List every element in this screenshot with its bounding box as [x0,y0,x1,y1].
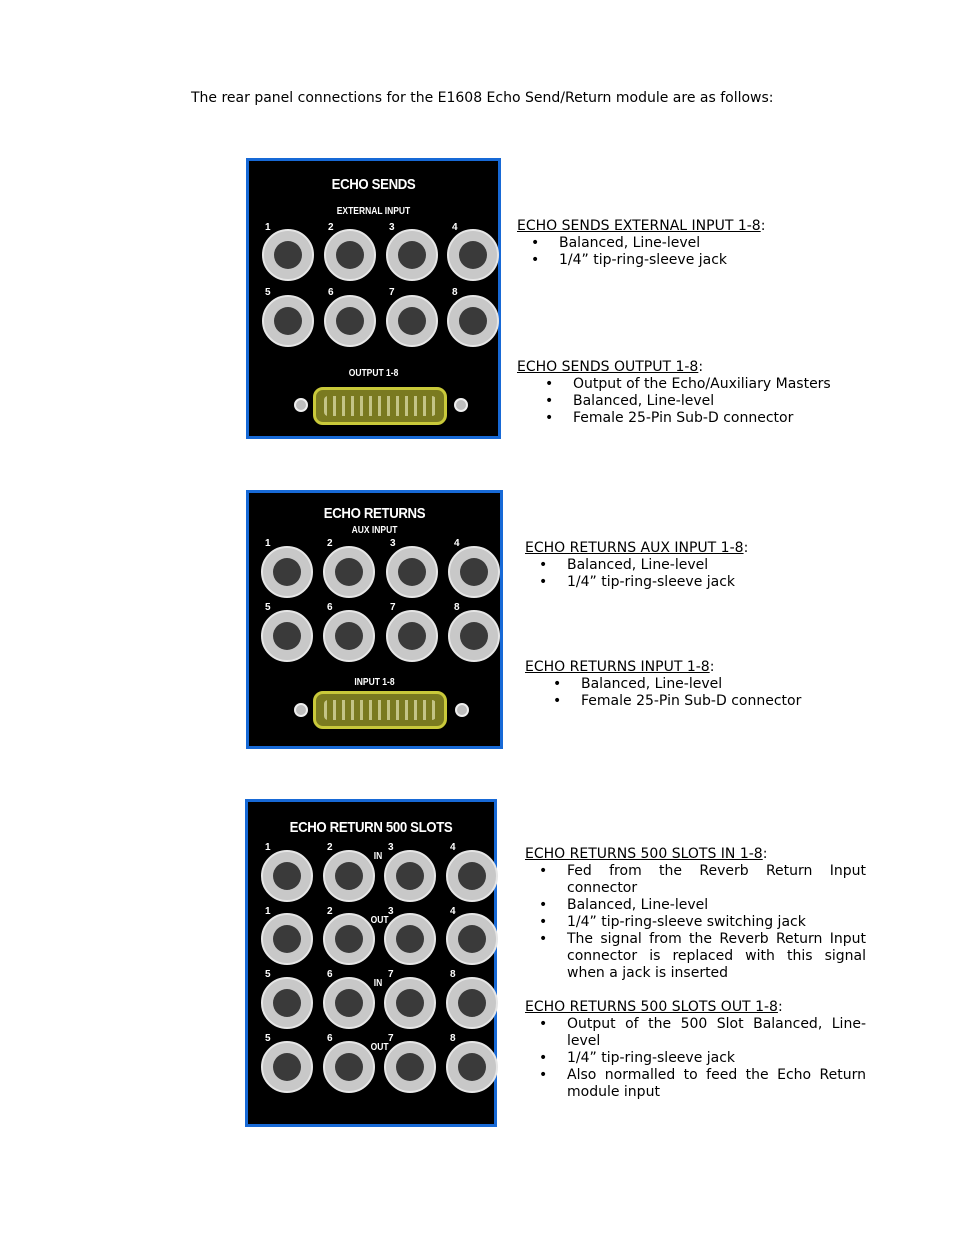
screw-icon [455,703,469,717]
bullet-list [517,376,857,427]
bullet-item: • Balanced, Line-level [581,676,855,693]
jack-socket [448,546,500,598]
jack-number: 2 [327,842,333,853]
jack-socket [262,295,314,347]
jack-socket [261,977,313,1029]
jack-socket [324,229,376,281]
row-label: OUT [370,915,389,926]
jack-number: 5 [265,602,271,613]
jack-socket [446,913,498,965]
jack-number: 3 [388,906,394,917]
desc-echo-sends-input: ECHO SENDS EXTERNAL INPUT 1-8: • Balanced, Line-level • 1/4” tip-ring-sleeve jack [517,218,847,269]
jack-number: 1 [265,538,271,549]
jack-number: 3 [388,842,394,853]
bullet-list [525,676,855,710]
jack-number: 6 [327,969,333,980]
jack-socket [323,546,375,598]
bullet-item: • Balanced, Line-level [573,393,857,410]
jack-socket [386,229,438,281]
jack-number: 4 [454,538,460,549]
panel-subtitle: EXTERNAL INPUT [336,206,411,217]
jack-number: 1 [265,906,271,917]
jack-socket [323,850,375,902]
bullet-item: • Fed from the Reverb Return Input connector [567,863,866,897]
jack-socket [446,977,498,1029]
screw-icon [454,398,468,412]
jack-socket [448,610,500,662]
screw-icon [294,398,308,412]
jack-socket [446,850,498,902]
jack-number: 5 [265,287,271,298]
jack-number: 5 [265,969,271,980]
bullet-item: • Balanced, Line-level [567,897,866,914]
jack-socket [384,850,436,902]
jack-socket [324,295,376,347]
jack-socket [384,913,436,965]
jack-number: 5 [265,1033,271,1044]
bullet-list [517,235,847,269]
connector-label: INPUT 1-8 [354,677,395,688]
panel-title: ECHO RETURNS [323,505,426,522]
desc-echo-returns-aux: ECHO RETURNS AUX INPUT 1-8: • Balanced, Line-level • 1/4” tip-ring-sleeve jack [525,540,855,591]
desc-heading: ECHO SENDS EXTERNAL INPUT 1-8 [517,218,761,234]
jack-socket [386,610,438,662]
jack-socket [386,546,438,598]
intro-text: The rear panel connections for the E1608 Echo Send/Return module are as follows: [191,90,774,106]
jack-socket [261,913,313,965]
jack-number: 6 [327,1033,333,1044]
bullet-item: • Balanced, Line-level [567,557,855,574]
jack-number: 7 [390,602,396,613]
jack-socket [323,913,375,965]
bullet-list [525,1016,866,1101]
jack-socket [447,229,499,281]
jack-number: 7 [389,287,395,298]
bullet-list [525,557,855,591]
subd-connector [313,387,447,425]
jack-socket [261,610,313,662]
connector-label: OUTPUT 1-8 [348,368,399,379]
bullet-item: • The signal from the Reverb Return Input connector is replaced with this signal when a jack is inserted [567,931,866,982]
bullet-list [525,863,866,982]
jack-number: 4 [450,906,456,917]
jack-socket [384,1041,436,1093]
screw-icon [294,703,308,717]
jack-number: 6 [327,602,333,613]
bullet-item: • 1/4” tip-ring-sleeve switching jack [567,914,866,931]
panel-title: ECHO RETURN 500 SLOTS [289,819,453,836]
desc-heading: ECHO RETURNS INPUT 1-8 [525,659,710,675]
desc-heading: ECHO RETURNS 500 SLOTS IN 1-8 [525,846,763,862]
jack-number: 8 [450,969,456,980]
jack-socket [261,850,313,902]
desc-heading: ECHO SENDS OUTPUT 1-8 [517,359,699,375]
jack-number: 2 [327,906,333,917]
jack-socket [323,1041,375,1093]
subd-connector [313,691,447,729]
jack-number: 7 [388,1033,394,1044]
panel-title: ECHO SENDS [331,176,416,193]
jack-socket [384,977,436,1029]
bullet-item: • Output of the Echo/Auxiliary Masters [573,376,857,393]
jack-number: 7 [388,969,394,980]
jack-number: 3 [389,222,395,233]
desc-slots-in: ECHO RETURNS 500 SLOTS IN 1-8: • Fed from the Reverb Return Input connector • Balanced, Line-level • 1/4” tip-ring-sleeve switching jack • The signal from the Reverb Return Input connector is replaced with this signal when a jack is inserted [525,846,866,982]
bullet-item: • Female 25-Pin Sub-D connector [581,693,855,710]
jack-socket [446,1041,498,1093]
bullet-item: • Output of the 500 Slot Balanced, Line-level [567,1016,866,1050]
echo-sends-panel [246,158,501,439]
jack-socket [323,610,375,662]
jack-number: 8 [450,1033,456,1044]
bullet-item: • 1/4” tip-ring-sleeve jack [567,574,855,591]
jack-number: 8 [452,287,458,298]
desc-echo-returns-input: ECHO RETURNS INPUT 1-8: • Balanced, Line-level • Female 25-Pin Sub-D connector [525,659,855,710]
jack-number: 1 [265,842,271,853]
jack-socket [261,1041,313,1093]
jack-number: 4 [452,222,458,233]
desc-echo-sends-output: ECHO SENDS OUTPUT 1-8: • Output of the Echo/Auxiliary Masters • Balanced, Line-level • Female 25-Pin Sub-D connector [517,359,857,427]
bullet-item: • 1/4” tip-ring-sleeve jack [559,252,847,269]
echo-returns-panel [246,490,503,749]
desc-slots-out: ECHO RETURNS 500 SLOTS OUT 1-8: • Output of the 500 Slot Balanced, Line-level • 1/4” tip-ring-sleeve jack • Also normalled to feed the Echo Return module input [525,999,866,1101]
bullet-item: • Also normalled to feed the Echo Return module input [567,1067,866,1101]
jack-number: 1 [265,222,271,233]
jack-number: 3 [390,538,396,549]
row-label: IN [373,978,383,989]
jack-number: 2 [328,222,334,233]
jack-number: 6 [328,287,334,298]
jack-socket [262,229,314,281]
jack-socket [447,295,499,347]
row-label: OUT [370,1042,389,1053]
jack-socket [386,295,438,347]
jack-number: 8 [454,602,460,613]
jack-number: 2 [327,538,333,549]
echo-return-500-slots-panel [245,799,497,1127]
desc-heading: ECHO RETURNS AUX INPUT 1-8 [525,540,744,556]
panel-subtitle: AUX INPUT [351,525,398,536]
bullet-item: • 1/4” tip-ring-sleeve jack [567,1050,866,1067]
bullet-item: • Female 25-Pin Sub-D connector [573,410,857,427]
desc-heading: ECHO RETURNS 500 SLOTS OUT 1-8 [525,999,778,1015]
jack-number: 4 [450,842,456,853]
bullet-item: • Balanced, Line-level [559,235,847,252]
jack-socket [323,977,375,1029]
jack-socket [261,546,313,598]
row-label: IN [373,851,383,862]
